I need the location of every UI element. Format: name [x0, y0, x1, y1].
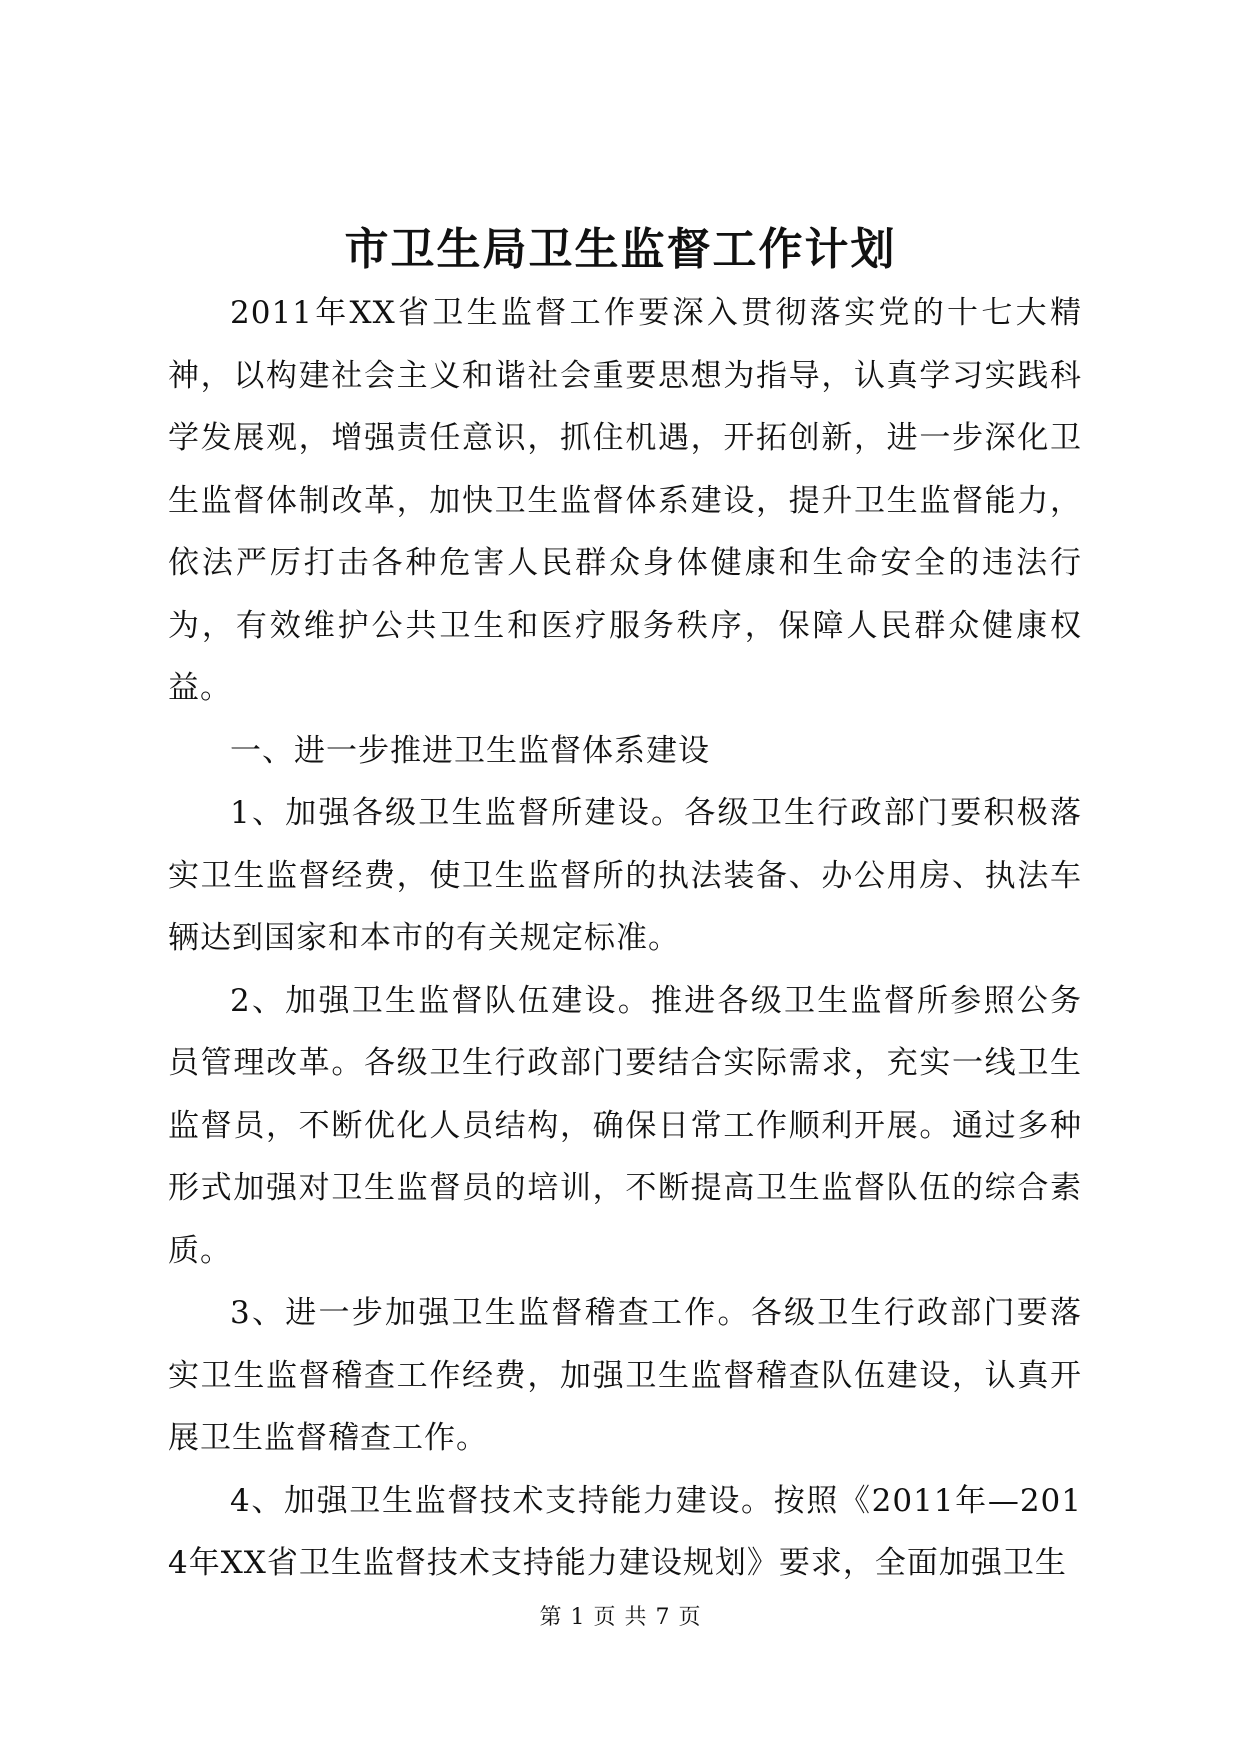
- paragraph-item-2: 2、加强卫生监督队伍建设。推进各级卫生监督所参照公务员管理改革。各级卫生行政部门要结合实际需求，充实一线卫生监督员，不断优化人员结构，确保日常工作顺利开展。通过多种形式加强对卫生监督员的培训，不断提高卫生监督队伍的综合素质。: [168, 982, 1082, 1269]
- paragraph-item-1: 1、加强各级卫生监督所建设。各级卫生行政部门要积极落实卫生监督经费，使卫生监督所的执法装备、办公用房、执法车辆达到国家和本市的有关规定标准。: [168, 795, 1082, 956]
- section-heading-1: 一、进一步推进卫生监督体系建设: [230, 732, 710, 769]
- paragraph-item-4: 4、加强卫生监督技术支持能力建设。按照《2011年—2014年XX省卫生监督技术支持能力建设规划》要求，全面加强卫生: [168, 1482, 1082, 1581]
- paragraph-item-3: 3、进一步加强卫生监督稽查工作。各级卫生行政部门要落实卫生监督稽查工作经费，加强卫生监督稽查队伍建设，认真开展卫生监督稽查工作。: [168, 1295, 1082, 1456]
- page-footer: 第 1 页 共 7 页: [539, 1605, 702, 1630]
- document-body: [168, 282, 1082, 1595]
- paragraph-intro: 2011年XX省卫生监督工作要深入贯彻落实党的十七大精神，以构建社会主义和谐社会重要思想为指导，认真学习实践科学发展观，增强责任意识，抓住机遇，开拓创新，进一步深化卫生监督体制改革，加快卫生监督体系建设，提升卫生监督能力，依法严厉打击各种危害人民群众身体健康和生命安全的违法行为，有效维护公共卫生和医疗服务秩序，保障人民群众健康权益。: [168, 295, 1082, 706]
- document-title: 市卫生局卫生监督工作计划: [344, 224, 897, 275]
